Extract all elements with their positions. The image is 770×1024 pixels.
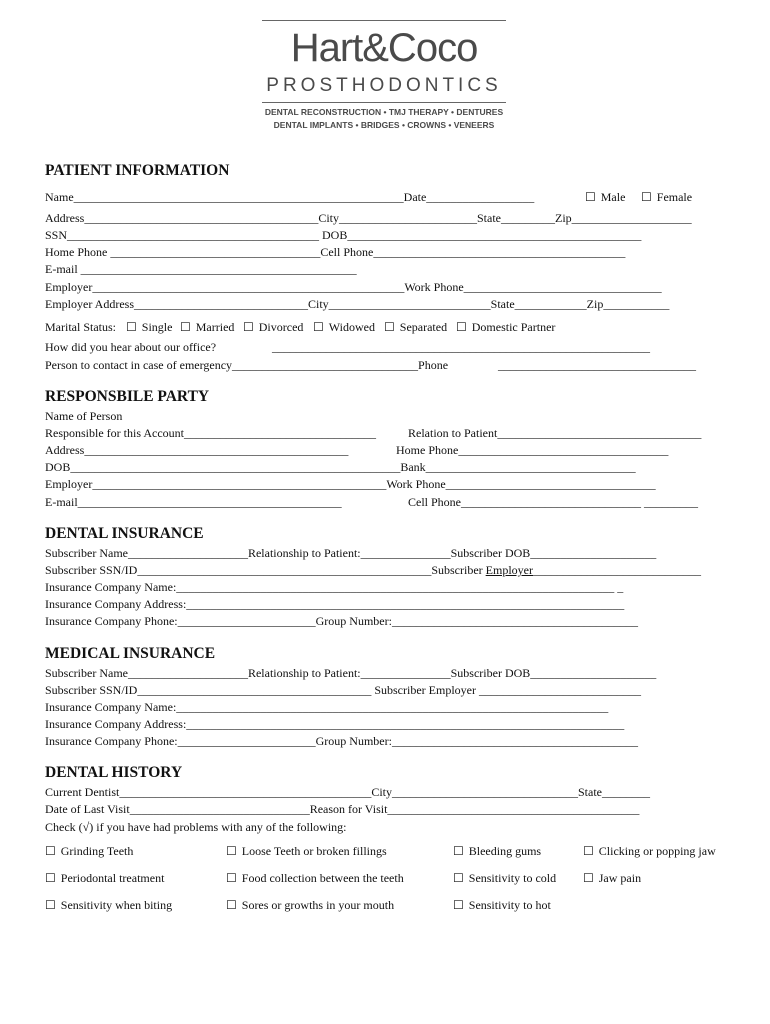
marital-divorced-checkbox[interactable]: ☐ Divorced xyxy=(243,320,303,334)
name-of-person-label: Name of Person xyxy=(45,409,123,423)
emergency-phone-field[interactable]: _________________________________ xyxy=(498,358,696,372)
responsible-account-field-line[interactable]: Responsible for this Account________________________________ xyxy=(45,426,376,440)
how-did-you-hear-label: How did you hear about our office? xyxy=(45,340,217,354)
dental-employer-blank[interactable]: ____________________________ xyxy=(532,563,701,577)
check-instruction: Check (√) if you have had problems with any of the following: xyxy=(45,820,347,834)
section-heading-dental-history: DENTAL HISTORY xyxy=(45,764,183,781)
sensitivity-hot-checkbox[interactable]: ☐ Sensitivity to hot xyxy=(453,898,551,912)
periodontal-treatment-checkbox[interactable]: ☐ Periodontal treatment xyxy=(45,871,164,885)
responsible-cell-phone-field-line[interactable]: Cell Phone______________________________ _________ xyxy=(408,495,698,509)
ssn-dob-field-line[interactable]: SSN__________________________________________ DOB_________________________________________________ xyxy=(45,228,642,242)
marital-domestic-partner-checkbox[interactable]: ☐ Domestic Partner xyxy=(456,320,555,334)
logo-practice-type: PROSTHODONTICS xyxy=(266,75,502,96)
marital-married-checkbox[interactable]: ☐ Married xyxy=(180,320,234,334)
dental-employer-word: Employer xyxy=(485,563,533,577)
logo-top-rule xyxy=(262,20,506,21)
marital-status-label: Marital Status: xyxy=(45,320,116,334)
emergency-contact-field-line[interactable]: Person to contact in case of emergency_______________________________Phone xyxy=(45,358,449,372)
responsible-address-field-line[interactable]: Address____________________________________________ xyxy=(45,443,349,457)
last-visit-field-line[interactable]: Date of Last Visit______________________________Reason for Visit__________________________________________ xyxy=(45,802,640,816)
female-checkbox[interactable]: ☐ Female xyxy=(641,190,692,204)
responsible-home-phone-field-line[interactable]: Home Phone___________________________________ xyxy=(396,443,669,457)
logo-services-line-2: DENTAL IMPLANTS • BRIDGES • CROWNS • VENEERS xyxy=(273,120,495,130)
current-dentist-field-line[interactable]: Current Dentist__________________________________________City_______________________________State________ xyxy=(45,785,650,799)
logo-middle-rule xyxy=(262,102,506,103)
bleeding-gums-checkbox[interactable]: ☐ Bleeding gums xyxy=(453,844,541,858)
responsible-email-field-line[interactable]: E-mail____________________________________________ xyxy=(45,495,342,509)
sensitivity-biting-checkbox[interactable]: ☐ Sensitivity when biting xyxy=(45,898,172,912)
dental-ssn-text: Subscriber SSN/ID_________________________________________________Subscriber xyxy=(45,563,486,577)
name-date-field-line[interactable]: Name_______________________________________________________Date__________________ xyxy=(45,190,535,204)
employer-address-field-line[interactable]: Employer Address_____________________________City___________________________State____________Zip___________ xyxy=(45,297,670,311)
marital-separated-checkbox[interactable]: ☐ Separated xyxy=(384,320,447,334)
grinding-teeth-checkbox[interactable]: ☐ Grinding Teeth xyxy=(45,844,133,858)
section-heading-medical-insurance: MEDICAL INSURANCE xyxy=(45,645,216,662)
jaw-pain-checkbox[interactable]: ☐ Jaw pain xyxy=(583,871,641,885)
dental-subscriber-field-line[interactable]: Subscriber Name____________________Relationship to Patient:_______________Subscriber DOB_____________________ xyxy=(45,546,657,560)
sores-growths-checkbox[interactable]: ☐ Sores or growths in your mouth xyxy=(226,898,394,912)
clicking-jaw-checkbox[interactable]: ☐ Clicking or popping jaw xyxy=(583,844,716,858)
marital-single-checkbox[interactable]: ☐ Single xyxy=(126,320,172,334)
home-cell-phone-field-line[interactable]: Home Phone ___________________________________Cell Phone__________________________________________ xyxy=(45,245,626,259)
responsible-dob-bank-field-line[interactable]: DOB_______________________________________________________Bank___________________________________ xyxy=(45,460,636,474)
email-field-line[interactable]: E-mail ______________________________________________ xyxy=(45,262,357,276)
medical-company-address-field-line[interactable]: Insurance Company Address:_________________________________________________________________________ xyxy=(45,717,625,731)
dental-subscriber-ssn-field-line[interactable] xyxy=(45,563,701,577)
dental-company-address-field-line[interactable]: Insurance Company Address:_________________________________________________________________________ xyxy=(45,597,625,611)
relation-to-patient-field-line[interactable]: Relation to Patient__________________________________ xyxy=(408,426,702,440)
logo-services-line-1: DENTAL RECONSTRUCTION • TMJ THERAPY • DENTURES xyxy=(264,107,504,117)
sensitivity-cold-checkbox[interactable]: ☐ Sensitivity to cold xyxy=(453,871,556,885)
marital-widowed-checkbox[interactable]: ☐ Widowed xyxy=(313,320,375,334)
medical-company-name-field-line[interactable]: Insurance Company Name:________________________________________________________________________ xyxy=(45,700,609,714)
practice-logo xyxy=(262,20,508,138)
medical-company-phone-field-line[interactable]: Insurance Company Phone:_______________________Group Number:_________________________________________ xyxy=(45,734,638,748)
dental-company-name-field-line[interactable]: Insurance Company Name:_________________________________________________________________________ _ xyxy=(45,580,624,594)
section-heading-responsible-party: RESPONSBILE PARTY xyxy=(45,388,210,405)
medical-subscriber-field-line[interactable]: Subscriber Name____________________Relationship to Patient:_______________Subscriber DOB_____________________ xyxy=(45,666,657,680)
loose-teeth-checkbox[interactable]: ☐ Loose Teeth or broken fillings xyxy=(226,844,387,858)
how-did-you-hear-field[interactable]: _______________________________________________________________ xyxy=(272,340,650,354)
logo-brand-name: Hart&Coco xyxy=(290,26,478,70)
medical-subscriber-ssn-field-line[interactable]: Subscriber SSN/ID_______________________________________ Subscriber Employer ___________________________ xyxy=(45,683,641,697)
employer-work-phone-field-line[interactable]: Employer____________________________________________________Work Phone_________________________________ xyxy=(45,280,662,294)
section-heading-dental-insurance: DENTAL INSURANCE xyxy=(45,525,204,542)
responsible-employer-field-line[interactable]: Employer_________________________________________________Work Phone___________________________________ xyxy=(45,477,656,491)
male-checkbox[interactable]: ☐ Male xyxy=(585,190,625,204)
food-collection-checkbox[interactable]: ☐ Food collection between the teeth xyxy=(226,871,404,885)
address-field-line[interactable]: Address_______________________________________City_______________________State_________Zip____________________ xyxy=(45,211,692,225)
dental-company-phone-field-line[interactable]: Insurance Company Phone:_______________________Group Number:_________________________________________ xyxy=(45,614,638,628)
section-heading-patient-information: PATIENT INFORMATION xyxy=(45,162,230,179)
